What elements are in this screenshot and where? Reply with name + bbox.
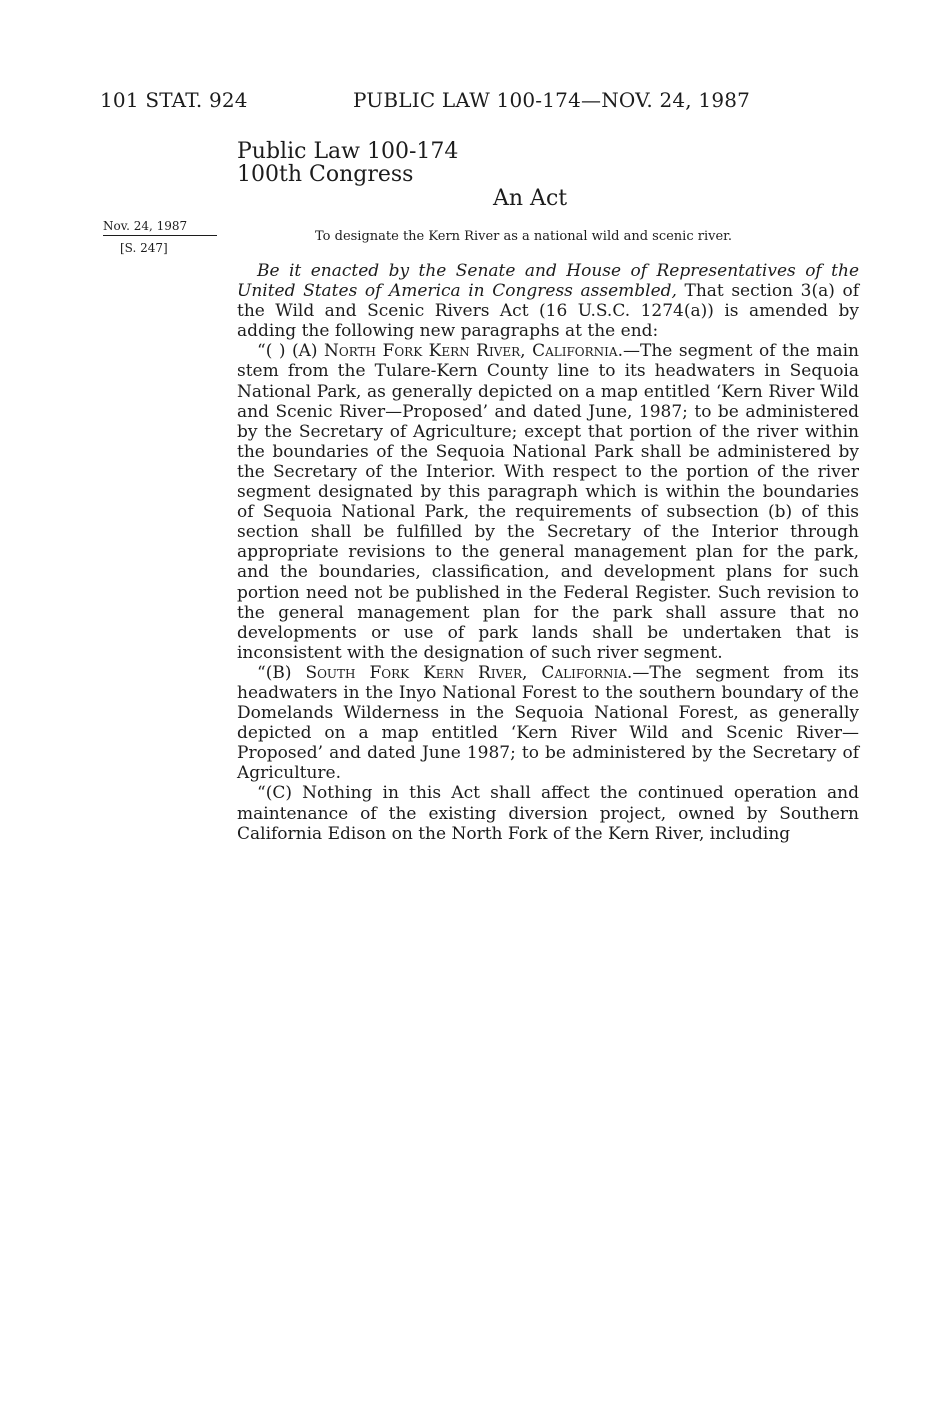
law-title-block	[237, 140, 458, 186]
paragraph-b	[237, 663, 859, 784]
paragraph-c: “(C) Nothing in this Act shall affect the continued operation and maintenance of the existing diversion project, owned by Southern California Edison on the North Fork of the Kern River, including	[237, 783, 859, 844]
paragraph-b-text: —The segment from its headwaters in the Inyo National Forest to the southern boundary of the Domelands Wilderness in the Sequoia National Forest, as generally depicted on a map entitled ‘Kern River Wild and Scenic River—Proposed’ and dated June 1987; to be administered by the Secretary of Agriculture.	[237, 662, 859, 784]
public-law-number: Public Law 100-174	[237, 139, 459, 164]
paragraph-a-text: —The segment of the main stem from the Tulare-Kern County line to its headwaters in Sequoia National Park, as generally depicted on a map entitled ‘Kern River Wild and Scenic River—Proposed’ and dated June, 1987; to be administered by the Secretary of Agriculture; except that portion of the river within the boundaries of the Sequoia National Park shall be administered by the Secretary of the Interior. With respect to the portion of the river segment designated by this paragraph which is within the boundaries of Sequoia National Park, the requirements of subsection (b) of this section shall be fulfilled by the Secretary of the Interior through appropriate revisions to the general management plan for the park, and the boundaries, classification, and development plans for such portion need not be published in the Federal Register. Such revision to the general management plan for the park shall assure that no developments or use of park lands shall be undertaken that is inconsistent with the designation of such river segment.	[237, 341, 859, 663]
running-header: PUBLIC LAW 100-174—NOV. 24, 1987	[353, 88, 751, 112]
paragraph-b-heading: South Fork Kern River, California.	[305, 662, 633, 683]
enacting-clause: Be it enacted by the Senate and House of Representatives of the United States of America in Congress assembled,	[237, 261, 859, 302]
act-heading: An Act	[493, 186, 568, 211]
margin-date-note: Nov. 24, 1987	[103, 219, 217, 236]
act-body	[237, 261, 859, 844]
congress-number: 100th Congress	[237, 162, 414, 187]
enacting-text: That section 3(a) of the Wild and Scenic Rivers Act (16 U.S.C. 1274(a)) is amended by adding the following new paragraphs at the end:	[237, 281, 859, 342]
paragraph-a-prefix: “( ) (A)	[257, 341, 325, 362]
statute-page-reference: 101 STAT. 924	[100, 88, 248, 112]
paragraph-b-prefix: “(B)	[257, 662, 306, 683]
paragraph-a-heading: North Fork Kern River, California.	[324, 341, 623, 362]
paragraph-a	[237, 341, 859, 663]
margin-bill-number: [S. 247]	[120, 241, 168, 255]
act-purpose: To designate the Kern River as a national wild and scenic river.	[315, 229, 733, 244]
enacting-paragraph	[237, 261, 859, 341]
